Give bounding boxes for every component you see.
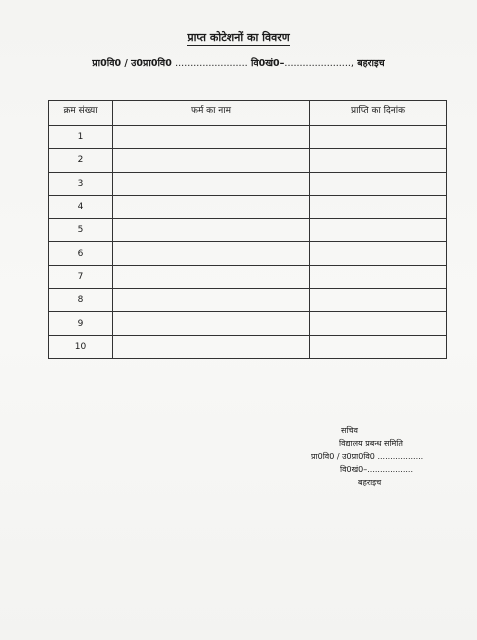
firm-cell (113, 312, 310, 335)
date-cell (310, 289, 447, 312)
date-cell (310, 195, 447, 218)
date-cell (310, 126, 447, 149)
district-label: बहराइच (357, 58, 385, 69)
quotation-table (48, 100, 447, 359)
date-cell (310, 149, 447, 172)
firm-cell (113, 195, 310, 218)
table-row (49, 242, 447, 265)
school-label: प्रा0वि0 / उ0प्रा0वि0 (92, 58, 172, 69)
table-row (49, 289, 447, 312)
serial-cell: 9 (49, 312, 113, 335)
firm-cell (113, 265, 310, 288)
serial-cell: 7 (49, 265, 113, 288)
block-label: वि0खं0– (250, 58, 285, 69)
signature-block-name: वि0खं0–.................. (340, 465, 414, 474)
firm-cell (113, 172, 310, 195)
serial-cell: 2 (49, 149, 113, 172)
school-blank: ........................ (175, 58, 248, 69)
serial-cell: 10 (49, 335, 113, 358)
signature-block (300, 424, 450, 489)
table-row (49, 195, 447, 218)
firm-cell (113, 219, 310, 242)
header-firm-name: फर्म का नाम (113, 101, 310, 126)
serial-cell: 1 (49, 126, 113, 149)
table-row (49, 126, 447, 149)
date-cell (310, 219, 447, 242)
header-serial: क्रम संख्या (49, 101, 113, 126)
serial-cell: 6 (49, 242, 113, 265)
firm-cell (113, 242, 310, 265)
firm-cell (113, 335, 310, 358)
serial-cell: 3 (49, 172, 113, 195)
date-cell (310, 335, 447, 358)
date-cell (310, 265, 447, 288)
firm-cell (113, 289, 310, 312)
table-row (49, 219, 447, 242)
school-info-line (0, 56, 477, 69)
signature-school: प्रा0वि0 / उ0प्रा0वि0 .................. (311, 452, 424, 461)
table-row (49, 149, 447, 172)
table-row (49, 172, 447, 195)
table-row (49, 335, 447, 358)
signature-committee: विद्यालय प्रबन्ध समिति (339, 439, 403, 448)
signature-district: बहराइच (358, 478, 382, 487)
header-receipt-date: प्राप्ति का दिनांक (310, 101, 447, 126)
title-text: प्राप्त कोटेशनों का विवरण (187, 31, 290, 44)
table-header-row (49, 101, 447, 126)
serial-cell: 8 (49, 289, 113, 312)
serial-cell: 5 (49, 219, 113, 242)
firm-cell (113, 126, 310, 149)
table-row (49, 265, 447, 288)
table-row (49, 312, 447, 335)
serial-cell: 4 (49, 195, 113, 218)
signature-designation: सचिव (341, 426, 359, 435)
date-cell (310, 172, 447, 195)
firm-cell (113, 149, 310, 172)
date-cell (310, 312, 447, 335)
block-blank: ......................, (284, 58, 354, 69)
document-title (0, 30, 477, 45)
date-cell (310, 242, 447, 265)
